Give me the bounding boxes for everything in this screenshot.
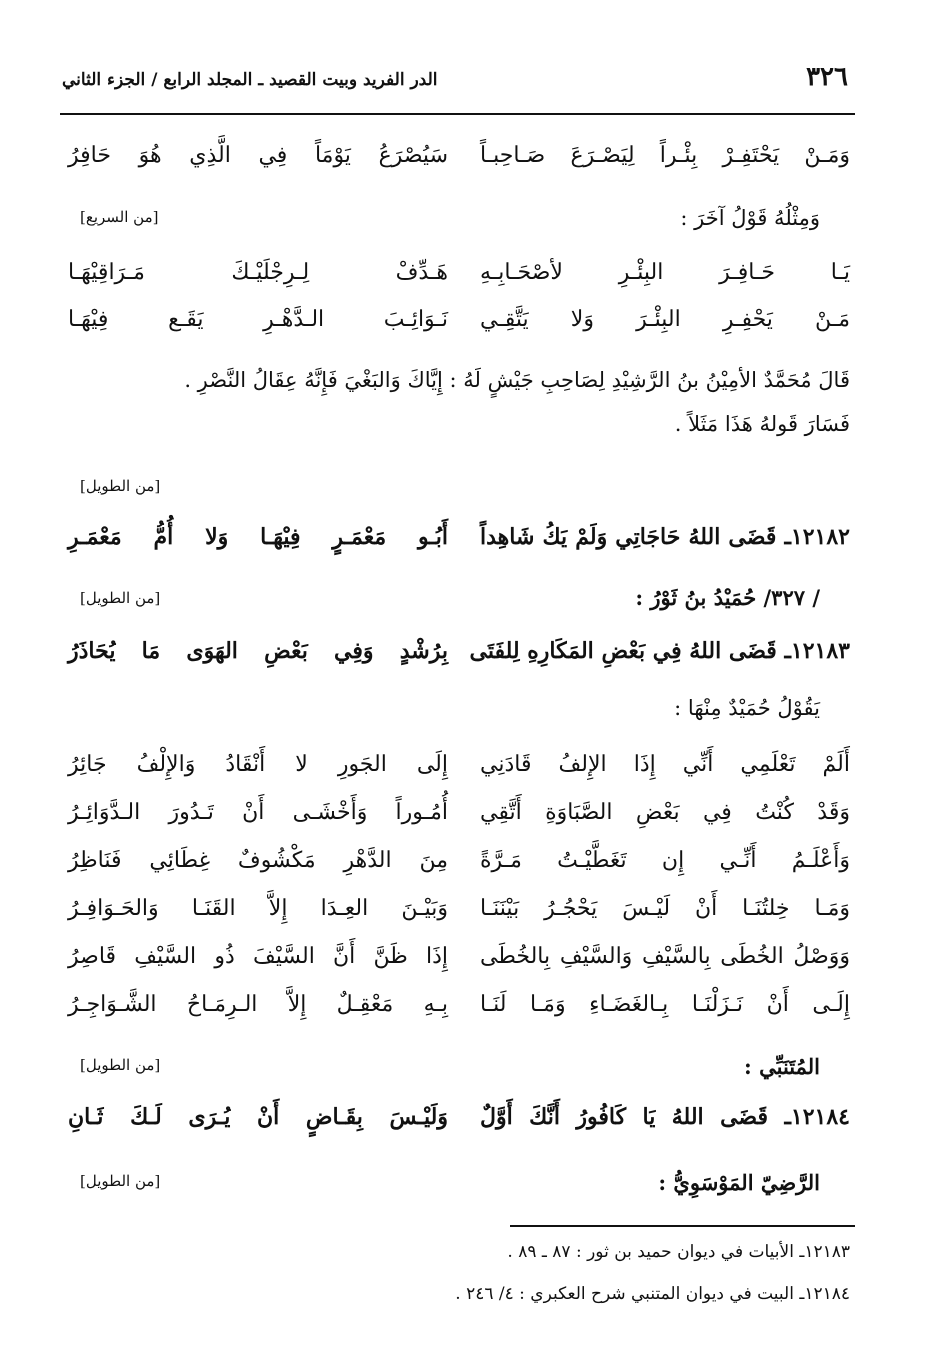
verse-first-hemistich: وَقَدْ كُنْتُ فِي بَعْضِ الصَّبَاوَةِ أَتَّقِي (480, 800, 850, 825)
meter-label: [من الطويل] (80, 1172, 161, 1190)
verse-2-second-hemistich: هَـدِّفْ لِـرِجْلَيْـكَ مَـرَاقِيْهَـا (68, 260, 448, 285)
verse-1-second-hemistich: سَيُصْرَعُ يَوْمَاً فِي الَّذِي هُوَ حَافِرُ (68, 143, 448, 168)
verse-12184-first-hemistich: ١٢١٨٤ـ قَضَى اللهُ يَا كَافُورُ أَنَّكَ أَوَّلٌ (480, 1104, 850, 1130)
verse-12183-first-hemistich: ١٢١٨٣ـ قَضَى اللهُ فِي بَعْضِ المَكَارِهِ لِلفَتَى (469, 638, 850, 664)
intro-humayd-ibn-thawr: / ٣٢٧/ حُمَيْدُ بنُ ثَوْرُ : (635, 585, 820, 610)
verse-second-hemistich: بِـهِ مَعْقِـلٌ إِلاَّ الـرِمَـاحُ الشَّـوَاجِـرُ (68, 992, 448, 1017)
footnote-rule (510, 1225, 855, 1227)
meter-label: [من السريع] (80, 208, 159, 226)
intro-al-radi-al-musawi: الرَّضِيّ المَوْسَوِيُّ : (658, 1170, 820, 1195)
verse-3-first-hemistich: مَـنْ يَحْفِـرِ البِئْـرَ وَلا يَتَّقِـي (480, 307, 850, 332)
page-number: ٣٢٦ (806, 62, 848, 92)
verse-first-hemistich: إِلَـى أَنْ نَـزَلْنَـا بِـالغَضَـاءِ وَمَـا لَنَـا (480, 992, 850, 1017)
footnote: ١٢١٨٣ـ الأبيات في ديوان حميد بن ثور : ٨٧ ـ ٨٩ . (507, 1242, 850, 1262)
meter-label: [من الطويل] (80, 1056, 161, 1074)
verse-3-second-hemistich: نَـوَائِـبَ الـدَّهْـرِ يَقَـع فِيْهَـا (68, 307, 448, 332)
header-rule (60, 113, 855, 115)
verse-12184-second-hemistich: وَلَيْـسَ بِقَـاضٍ أَنْ يُـرَى لَـكَ ثَـانِ (68, 1104, 448, 1130)
prose-line: قَالَ مُحَمَّدٌ الأمِيْنُ بنُ الرَّشِيْدِ لِصَاحِبِ جَيْشٍ لَهُ : إِيَّاكَ وَالبَغْيَ فَإِنَّهُ عِقَالُ النَّصْرِ . (184, 368, 850, 392)
verse-first-hemistich: وَوَصْلُ الخُطَى بِالسَّيْفِ وَالسَّيْفِ بِالخُطَى (480, 944, 850, 969)
intro-al-mutanabbi: المُتَنَبِّي : (744, 1054, 820, 1079)
meter-label: [من الطويل] (80, 477, 161, 495)
verse-12182-first-hemistich: ١٢١٨٢ـ قَضَى اللهُ حَاجَاتِي وَلَمْ يَكُ شَاهِداً (480, 524, 850, 550)
meter-label: [من الطويل] (80, 589, 161, 607)
verse-second-hemistich: أُمُـوراً وَأَخْشَـى أَنْ تَـدُورَ الـدَّوَائِـرُ (68, 800, 448, 825)
intro-humayd-says: يَقُوْلُ حُمَيْدٌ مِنْهَا : (674, 696, 820, 720)
prose-line: فَسَارَ قَولهُ هَذَا مَثَلاً . (674, 412, 850, 436)
verse-second-hemistich: إِذَا ظَنَّ أَنَّ السَّيْفَ ذُو السَّيْفِ قَاصِرُ (68, 944, 448, 969)
verse-second-hemistich: وَبَيْـنَ العِـدَا إِلاَّ القَنَـا وَالحَـوَافِـرُ (68, 896, 448, 921)
footnote: ١٢١٨٤ـ البيت في ديوان المتنبي شرح العكبري : ٤/ ٢٤٦ . (455, 1284, 850, 1304)
verse-1-first-hemistich: وَمَـنْ يَحْتَفِـرْ بِئْـراً لِيَصْـرَعَ صَـاحِبـاً (480, 143, 850, 168)
intro-another-poet: وَمِثْلُهُ قَوْلُ آخَرَ : (680, 206, 820, 230)
running-header-title: الدر الفريد وبيت القصيد ـ المجلد الرابع / الجزء الثاني (62, 70, 438, 90)
verse-first-hemistich: أَلَمْ تَعْلَمِي أَنِّي إِذَا الإِلفُ قَادَنِي (480, 752, 850, 777)
verse-12182-second-hemistich: أَبُـو مَعْمَـرٍ فِيْهَـا وَلا أُمُّ مَعْمَـرِ (68, 524, 448, 550)
verse-second-hemistich: إِلَى الجَورِ لا أَنْقَادُ وَالإِلْفُ جَائِرُ (68, 752, 448, 777)
verse-first-hemistich: وَمَـا خِلتُنَـا أَنْ لَيْـسَ يَحْجُـرُ بَيْنَنَـا (480, 896, 850, 921)
verse-first-hemistich: وَأَعْلَـمُ أَنِّـي إِن تَغَطَّيْـتُ مَـرَّةً (480, 848, 850, 873)
verse-12183-second-hemistich: بِرُشْدٍ وَفِي بَعْضِ الهَوَى مَا يُحَاذَرُ (68, 638, 448, 664)
verse-2-first-hemistich: يَـا حَـافِـرَ البِئْـرِ لأصْحَـابِـهِ (480, 260, 850, 285)
verse-second-hemistich: مِنَ الدَّهْرِ مَكْشُوفٌ غِطَائِي فَنَاظِرُ (68, 848, 448, 873)
